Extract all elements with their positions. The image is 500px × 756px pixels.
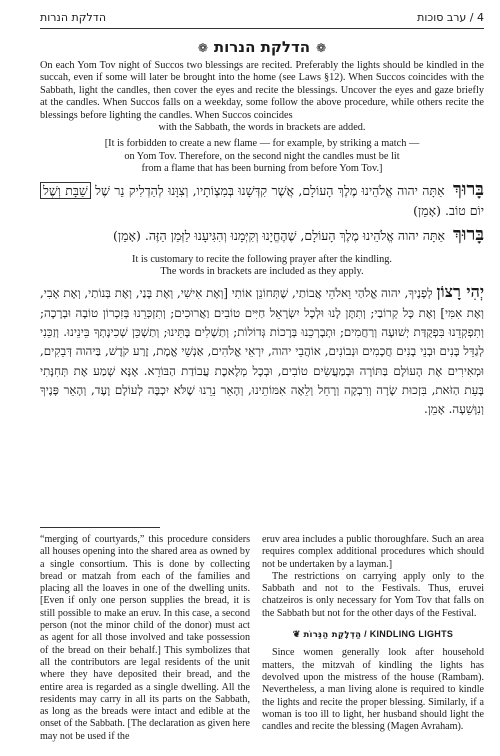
bracket-note-line: from a flame that has been burning from before Yom Tov.] [141, 163, 383, 175]
bracket-note [40, 138, 484, 175]
blessing-text: אַתָּה יהוה אֱלֹהֵינוּ מֶלֶךְ הָעוֹלָם, אֲשֶׁר קִדְּשָׁנוּ בְּמִצְוֹתָיו, וְצִוָּנוּ לְהַדְלִיק נֵר שֶׁל [95, 182, 445, 198]
page-number-section: 4 / ערב סוכות [417, 10, 484, 24]
blessing-shehecheyanu [40, 225, 484, 246]
footnote-column-right [262, 534, 484, 733]
commentary-heading-english: / KINDLING LIGHTS [364, 629, 454, 640]
custom-line: The words in brackets are included as they apply. [160, 266, 364, 278]
custom-instruction [40, 254, 484, 279]
blessing-candles [40, 180, 484, 221]
blessing-text: אַתָּה יהוה אֱלֹהֵינוּ מֶלֶךְ הָעוֹלָם, שֶׁהֶחֱיָנוּ וְקִיְּמָנוּ וְהִגִּיעָנוּ לַזְּמַן הַזֶּה. [144, 227, 446, 243]
footnote-paragraph: The restrictions on carrying apply only to the Sabbath and not to the Festivals. Thus, eruvei chatzeiros is only necessary for Yom Tov that falls on the Sabbath but not for the other days of the Festival. [262, 570, 484, 619]
section-title [40, 34, 484, 60]
ornament-icon: ❦ [292, 629, 301, 640]
prayer-text: לְפָנֶיךָ, יהוה אֱלֹהַי וֵאלֹהֵי אֲבוֹתַי, שֶׁתְּחוֹנֵן אוֹתִי [וְאֶת אִישִׁי, וְאֶת בָּנַי, וְאֶת בְּנוֹתַי, וְאֶת אָבִי, וְאֶת אִמִּי] וְאֶת כָּל קְרוֹבַי; וְתִתֶּן לָנוּ וּלְכָל יִשְׂרָאֵל חַיִּים טוֹבִים וַאֲרוּכִים; וְתִזְכְּרֵנוּ בְּזִכְרוֹן טוֹבָה וּבְרָכָה; וְתִפְקְדֵנוּ בִּפְקֻדַּת יְשׁוּעָה וְרַחֲמִים; וּתְבָרְכֵנוּ בְּרָכוֹת גְּדוֹלוֹת; וְתַשְׁלִים בָּתֵּינוּ; וְתַשְׁכֵּן שְׁכִינָתְךָ בֵּינֵינוּ. וְזַכֵּנִי לְגַדֵּל בָּנִים וּבְנֵי בָנִים חֲכָמִים וּנְבוֹנִים, אוֹהֲבֵי יהוה, יִרְאֵי אֱלֹהִים, אַנְשֵׁי אֱמֶת, זֶרַע קֹדֶשׁ, בַּיהוה דְּבֵקִים, וּמְאִירִים אֶת הָעוֹלָם בַּתּוֹרָה וּבְמַעֲשִׂים טוֹבִים, וּבְכָל מְלֶאכֶת עֲבוֹדַת הַבּוֹרֵא. אָנָּא שְׁמַע אֶת תְּחִנָּתִי בָּעֵת הַזֹּאת, בִּזְכוּת שָׂרָה וְרִבְקָה וְרָחֵל וְלֵאָה אִמּוֹתֵינוּ, וְהָאֵר נֵרֵנוּ שֶׁלֹּא יִכְבֶּה לְעוֹלָם וָעֶד, וְהָאֵר פָּנֶיךָ וְנִוָּשֵׁעָה. אָמֵן. [40, 286, 484, 417]
section-title-text: הדלקת הנרות [213, 38, 311, 56]
intro-body: On each Yom Tov night of Succos two blessings are recited. Preferably the lights should be kindled in the succah, even if some will later be brought into the home (see Laws §12). When Succos coincides with the Sabbath, light the candles, then cover the eyes and recite the blessings. Uncover the eyes and gaze briefly at the candles. When Succos falls on a weekday, some follow the above procedure, while others recite the blessings before lighting the candles. When Succos coincides [40, 60, 484, 121]
sabbath-insert-box: שַׁבָּת וְשֶׁל [40, 182, 91, 199]
blessing-opening-word: בָּרוּךְ [453, 223, 484, 245]
main-content [40, 34, 484, 420]
commentary-heading-hebrew: הַדְלָקַת הַנֵּרוֹת [303, 630, 362, 641]
bracket-note-line: on Yom Tov. Therefore, on the second night the candles must be lit [124, 150, 400, 162]
commentary-heading [262, 628, 484, 641]
header-rule [40, 28, 484, 29]
footnote-separator [40, 527, 160, 528]
amen-response: (אָמֵן) [413, 202, 442, 218]
prayer-opening-words: יְהִי רָצוֹן [436, 282, 485, 302]
flower-ornament-icon: ❁ [316, 41, 327, 55]
blessing-opening-word: בָּרוּךְ [453, 178, 484, 200]
footnote-paragraph: “merging of courtyards,” this procedure considers all houses opening into the shared area as owned by a single consortium. This is done by collecting bread or matzah from each of the families and placing all the loaves in one of the dwelling units. [Even if only one person supplies the bread, it is still possible to make an eruv. In this case, a second person (not the minor child of the donor) must act as agent for all those involved and take possession of the bread on their behalf.] This symbolizes that all the contributors are legal residents of the unit where they have deposited their bread, and the entire area is regarded as a single dwelling. All the residents may carry in all its parts on the Sabbath, as long as the breads were intact and edible at the onset of the Sabbath. [The declaration as given here may not be used if the [40, 534, 250, 742]
intro-instructions [40, 60, 484, 134]
bracket-note-line: [It is forbidden to create a new flame — for example, by striking a match — [104, 138, 420, 150]
running-title: הדלקת הנרות [40, 10, 106, 24]
intro-last-line: with the Sabbath, the words in brackets are added. [158, 122, 366, 134]
yehi-ratzon-prayer [40, 282, 484, 419]
custom-line: It is customary to recite the following prayer after the kindling. [132, 253, 392, 265]
footnote-paragraph: eruv area includes a public thoroughfare. Such an area requires complex additional procedures which should not be undertaken by a layman.] [262, 534, 484, 570]
page-header [40, 8, 484, 26]
flower-ornament-icon: ❁ [197, 41, 208, 55]
footnote-column-left [40, 534, 250, 743]
amen-response: (אָמֵן) [113, 227, 141, 243]
footnote-paragraph: Since women generally look after household matters, the mitzvah of kindling the lights has devolved upon the mistress of the house (Rambam). Nevertheless, a man living alone is required to kindle the lights and recite the proper blessing. Similarly, if a woman is too ill to light, her husband should light the candles and recite the blessing (Magen Avraham). [262, 647, 484, 733]
blessing-text-end: יוֹם טוֹב. [445, 202, 484, 218]
